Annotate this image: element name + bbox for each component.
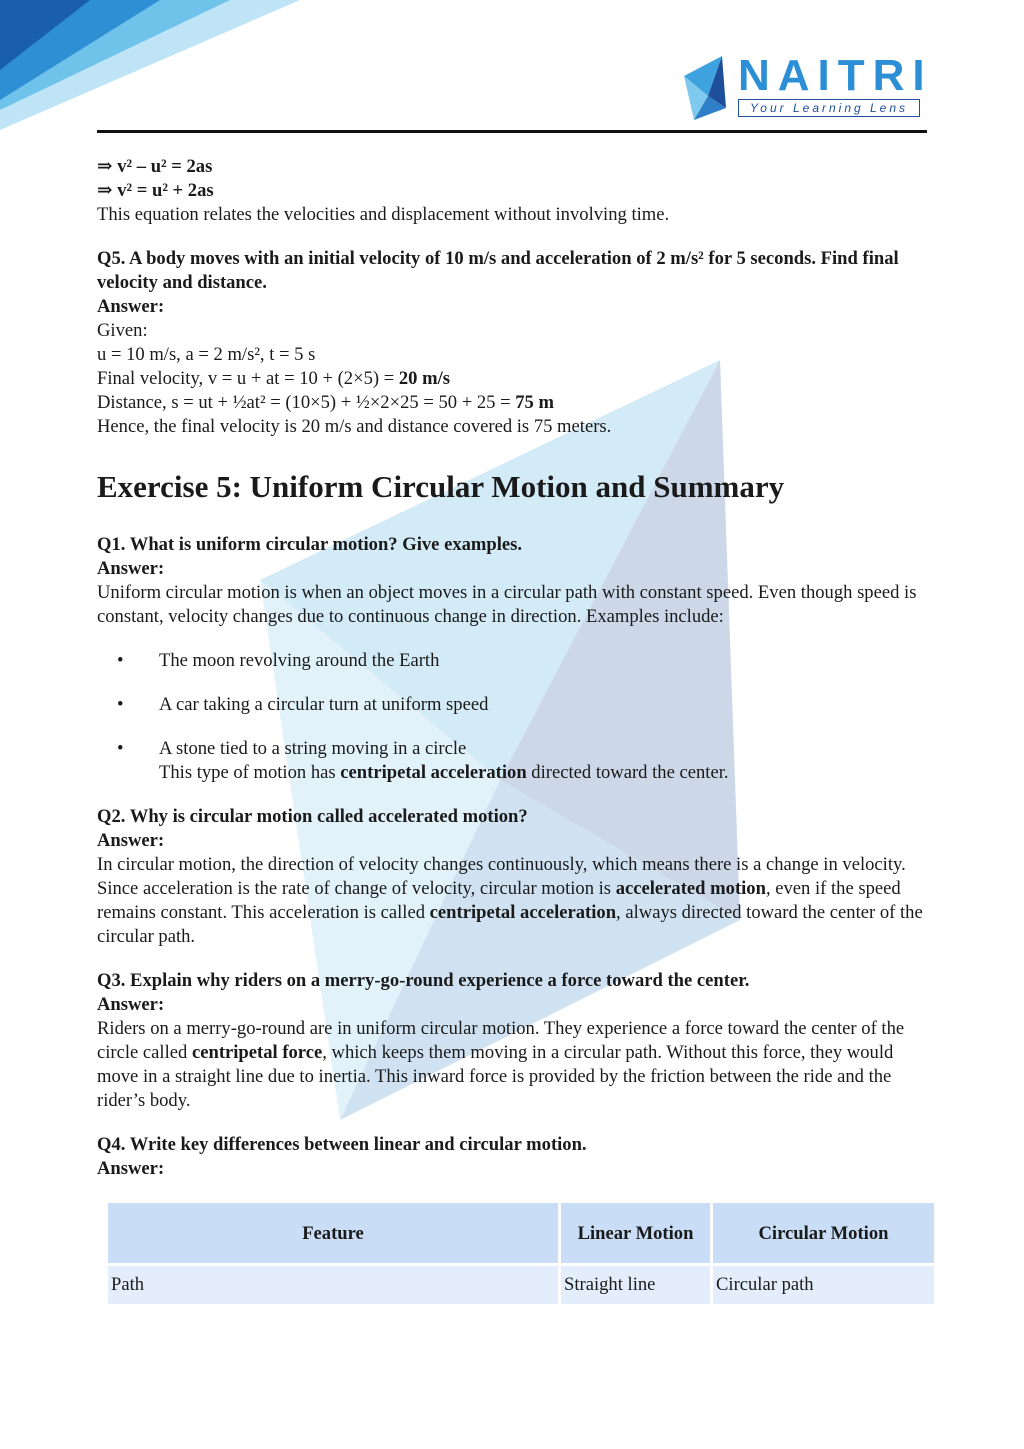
q5-values: u = 10 m/s, a = 2 m/s², t = 5 s [97,344,316,365]
e2-answer-label: Answer: [97,830,165,851]
q5-distance: Distance, s = ut + ½at² = (10×5) + ½×2×25 = 50 + 25 = 75 m [97,392,554,413]
equation-2: ⇒ v² = u² + 2as [97,180,214,201]
list-item: • The moon revolving around the Earth [117,650,440,671]
table-header-cell: Circular Motion [713,1203,934,1263]
q5-conclusion: Hence, the final velocity is 20 m/s and distance covered is 75 meters. [97,416,612,437]
e3-text: Riders on a merry-go-round are in uniform circular motion. They experience a force toward the center of the circle called centripetal force, which keeps them moving in a circular path. Without this force, they would move in a straight line due to inertia. This inward force is provided by the friction between the ride and the rider’s body. [97,1018,905,1111]
brand-logo [682,52,932,122]
examples-list [97,649,932,785]
e1-question: Q1. What is uniform circular motion? Give examples. [97,534,523,555]
table-cell: Straight line [561,1266,710,1304]
page-content [97,155,932,1307]
header-divider [97,130,927,133]
q5-question: Q5. A body moves with an initial velocity of 10 m/s and acceleration of 2 m/s² for 5 seconds. Find final velocity and distance. [97,248,899,293]
e1-answer-label: Answer: [97,558,165,579]
list-item: • A stone tied to a string moving in a circle This type of motion has centripetal acceleration directed toward the center. [117,738,729,783]
equation-note: This equation relates the velocities and displacement without involving time. [97,204,670,225]
e1-text: Uniform circular motion is when an object moves in a circular path with constant speed. Even though speed is constant, velocity changes due to continuous change in direction. Examples include: [97,582,917,627]
table-row [108,1266,934,1304]
q5-given: Given: [97,320,148,341]
table-header-cell: Feature [108,1203,558,1263]
e3-question: Q3. Explain why riders on a merry-go-round experience a force toward the center. [97,970,750,991]
corner-decoration [0,0,300,130]
comparison-table [105,1200,937,1307]
equation-1: ⇒ v² – u² = 2as [97,156,213,177]
brand-name: NAITRI [738,51,933,100]
brand-tagline: Your Learning Lens [738,99,920,117]
e4-question: Q4. Write key differences between linear and circular motion. [97,1134,587,1155]
table-header-cell: Linear Motion [561,1203,710,1263]
q5-answer-label: Answer: [97,296,165,317]
list-item: • A car taking a circular turn at uniform speed [117,694,489,715]
table-header-row [108,1203,934,1263]
e2-question: Q2. Why is circular motion called accelerated motion? [97,806,528,827]
q5-velocity: Final velocity, v = u + at = 10 + (2×5) = 20 m/s [97,368,450,389]
exercise-title: Exercise 5: Uniform Circular Motion and Summary [97,469,785,504]
table-cell: Circular path [713,1266,934,1304]
e2-text: In circular motion, the direction of velocity changes continuously, which means there is a change in velocity. Since acceleration is the rate of change of velocity, circular motion is accelerated motion, even if the speed remains constant. This acceleration is called centripetal acceleration, always directed toward the center of the circular path. [97,854,923,947]
logo-mark-icon [682,56,736,120]
table-cell: Path [108,1266,558,1304]
e3-answer-label: Answer: [97,994,165,1015]
e4-answer-label: Answer: [97,1158,165,1179]
